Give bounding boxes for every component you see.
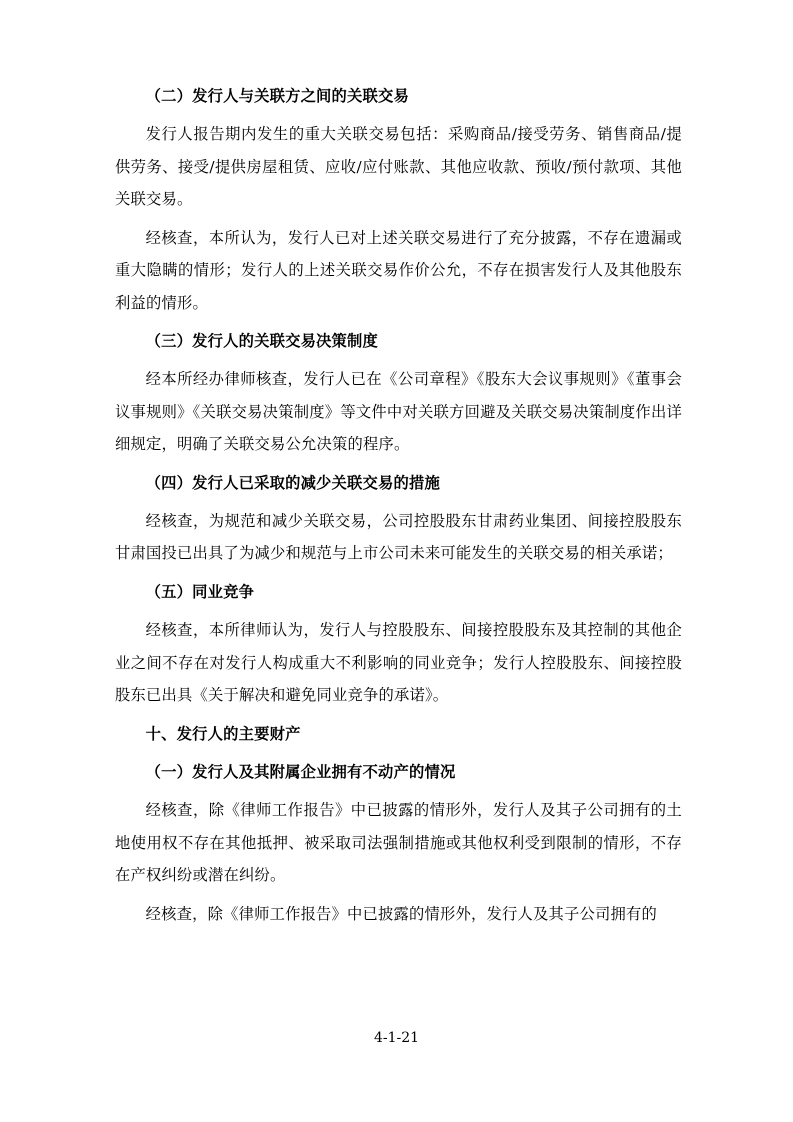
heading-real-estate-situation: （一）发行人及其附属企业拥有不动产的情况 [145, 763, 456, 782]
heading-related-party-transactions: （二）发行人与关联方之间的关联交易 [145, 87, 410, 105]
paragraph-related-transactions-scope: 发行人报告期内发生的重大关联交易包括：采购商品/接受劳务、销售商品/提供劳务、接受/提供房屋租赁、应收/应付账款、其他应收款、预收/预付款项、其他关联交易。 [115, 125, 682, 209]
heading-section-ten-main-assets: 十、发行人的主要财产 [145, 724, 301, 743]
block-horizontal-competition-detail [115, 614, 682, 711]
block-decision-system [115, 325, 682, 357]
block-land-use-rights [115, 794, 682, 891]
block-horizontal-competition [115, 576, 682, 608]
paragraph-decision-system-detail: 经本所经办律师核查，发行人已在《公司章程》《股东大会议事规则》《董事会议事规则》《关联交易决策制度》等文件中对关联方回避及关联交易决策制度作出详细规定，明确了关联交易公允决策的程序。 [115, 370, 682, 454]
heading-horizontal-competition: （五）同业竞争 [145, 582, 255, 601]
block-reduction-measures [115, 467, 682, 499]
block-section-ten-main-assets [115, 718, 682, 750]
paragraph-land-use-rights: 经核查，除《律师工作报告》中已披露的情形外，发行人及其子公司拥有的土地使用权不存在其他抵押、被采取司法强制措施或其他权利受到限制的情形，不存在产权纠纷或潜在纠纷。 [115, 801, 682, 885]
block-land-use-rights-continued [115, 898, 682, 930]
paragraph-horizontal-competition-detail: 经核查，本所律师认为，发行人与控股股东、间接控股股东及其控制的其他企业之间不存在对发行人构成重大不利影响的同业竞争；发行人控股股东、间接控股股东已出具《关于解决和避免同业竞争的承诺》。 [115, 621, 682, 705]
page-content [115, 80, 682, 936]
heading-decision-system: （三）发行人的关联交易决策制度 [145, 331, 379, 350]
paragraph-disclosure-opinion: 经核查，本所认为，发行人已对上述关联交易进行了充分披露，不存在遗漏或重大隐瞒的情形；发行人的上述关联交易作价公允，不存在损害发行人及其他股东利益的情形。 [115, 228, 682, 312]
block-disclosure-opinion [115, 222, 682, 319]
page-footer [0, 1030, 793, 1046]
paragraph-land-use-rights-continued: 经核查，除《律师工作报告》中已披露的情形外，发行人及其子公司拥有的 [145, 904, 657, 923]
page-number: 4-1-21 [373, 1030, 420, 1046]
block-related-transactions-scope [115, 118, 682, 215]
block-decision-system-detail [115, 363, 682, 460]
block-real-estate-situation [115, 756, 682, 788]
paragraph-reduction-measures-detail: 经核查，为规范和减少关联交易，公司控股股东甘肃药业集团、间接控股股东甘肃国投已出具了为减少和规范与上市公司未来可能发生的关联交易的相关承诺； [115, 512, 682, 563]
block-related-party-transactions [115, 80, 682, 112]
block-reduction-measures-detail [115, 505, 682, 570]
heading-reduction-measures: （四）发行人已采取的减少关联交易的措施 [145, 473, 441, 492]
